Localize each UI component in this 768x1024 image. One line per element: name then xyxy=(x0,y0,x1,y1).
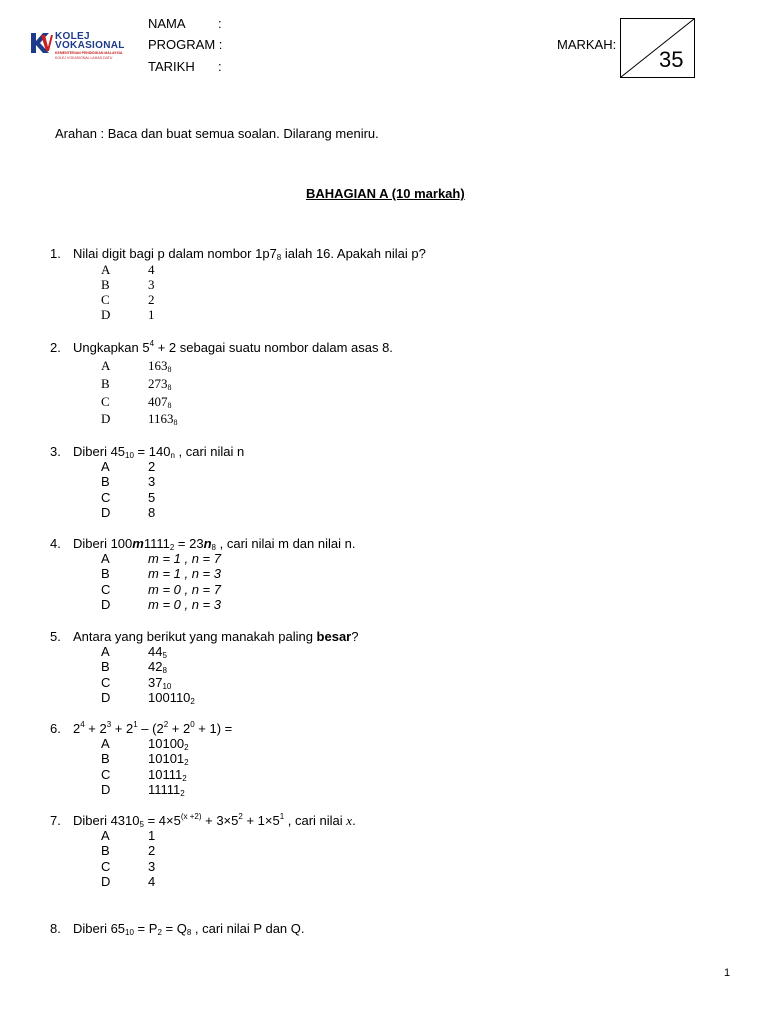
q6-option-value: $10101_2$ xyxy=(148,751,189,767)
logo-line-3: KEMENTERIAN PENDIDIKAN MALAYSIA xyxy=(55,51,123,55)
q4-option-value: m = 1 , n = 3 xyxy=(148,566,221,581)
q6-text: $2^4 + 2^3 + 2^1 - (2^2 + 2^0 + 1)$ = xyxy=(73,720,233,736)
q2-option-value: $407_8$ xyxy=(148,394,172,410)
q1-option-letter: D xyxy=(101,307,111,322)
q4-option-letter: C xyxy=(101,582,111,597)
q4-option-value: m = 1 , n = 7 xyxy=(148,551,221,566)
q4-option-letter: A xyxy=(101,551,110,566)
q5-option-value: $37_{10}$ xyxy=(148,675,172,691)
q3-option-value: 2 xyxy=(148,459,156,474)
q5-option-letter: A xyxy=(101,644,110,659)
q3-option-letter: D xyxy=(101,505,111,520)
q7-option-letter: B xyxy=(101,843,110,858)
instruction: Arahan : Baca dan buat semua soalan. Dilarang meniru. xyxy=(55,126,379,141)
markah-label: MARKAH: xyxy=(557,37,617,52)
q4-text: Diberi $100m1111_2 = 23n_8$ , cari nilai m dan nilai n. xyxy=(73,536,356,552)
q3-option-value: 3 xyxy=(148,474,156,489)
kv-logo-mark-icon xyxy=(31,33,53,53)
q7-option-value: 3 xyxy=(148,859,156,874)
q5-text: Antara yang berikut yang manakah paling besar? xyxy=(73,629,359,644)
q1-option-value: 2 xyxy=(148,292,155,307)
q4-option-letter: D xyxy=(101,597,111,612)
q7-option-letter: C xyxy=(101,859,111,874)
q4-option-value: m = 0 , n = 7 xyxy=(148,582,221,597)
q6-option-letter: C xyxy=(101,767,111,782)
q2-number: 2. xyxy=(50,340,61,355)
nama-label: NAMA xyxy=(148,16,186,31)
q6-option-letter: D xyxy=(101,782,111,797)
q6-option-value: $11111_2$ xyxy=(148,782,185,798)
q1-option-letter: A xyxy=(101,262,111,277)
q7-number: 7. xyxy=(50,813,61,828)
q2-option-value: $163_8$ xyxy=(148,358,172,374)
q4-number: 4. xyxy=(50,536,61,551)
q5-number: 5. xyxy=(50,629,61,644)
tarikh-label: TARIKH xyxy=(148,59,195,74)
q5-option-value: $44_5$ xyxy=(148,644,167,660)
q1-option-value: 1 xyxy=(148,307,155,322)
q7-option-letter: D xyxy=(101,874,111,889)
q1-text: Nilai digit bagi p dalam nombor $1p7_8$ ialah 16. Apakah nilai p? xyxy=(73,246,426,262)
logo-line-1: KOLEJ xyxy=(55,31,90,42)
q4-option-value: m = 0 , n = 3 xyxy=(148,597,221,612)
nama-colon: : xyxy=(218,16,222,31)
q1-number: 1. xyxy=(50,246,61,261)
markah-total: 35 xyxy=(659,47,684,72)
logo-line-2: VOKASIONAL xyxy=(55,40,125,51)
q2-option-letter: B xyxy=(101,376,110,391)
q2-text: Ungkapkan $5^4 + 2$ sebagai suatu nombor dalam asas 8. xyxy=(73,339,393,355)
q2-option-letter: C xyxy=(101,394,110,409)
kolej-vokasional-logo xyxy=(31,31,123,63)
q7-option-value: 2 xyxy=(148,843,156,858)
q2-option-letter: A xyxy=(101,358,111,373)
tarikh-colon: : xyxy=(218,59,222,74)
program-label: PROGRAM : xyxy=(148,37,223,52)
q1-option-letter: C xyxy=(101,292,110,307)
q3-option-value: 5 xyxy=(148,490,156,505)
q2-option-value: $273_8$ xyxy=(148,376,172,392)
q7-option-value: 1 xyxy=(148,828,156,843)
q5-option-value: $42_8$ xyxy=(148,659,167,675)
q8-text: Diberi $65_{10} = P_2 = Q_8$ , cari nilai P dan Q. xyxy=(73,921,305,937)
q5-option-letter: B xyxy=(101,659,110,674)
q4-option-letter: B xyxy=(101,566,110,581)
q6-option-value: $10100_2$ xyxy=(148,736,189,752)
q3-number: 3. xyxy=(50,444,61,459)
logo-line-4: KOLEJ VOKASIONAL LAHAD DATU xyxy=(55,56,113,60)
q2-option-value: $1163_8$ xyxy=(148,411,178,427)
section-title: BAHAGIAN A (10 markah) xyxy=(306,186,465,201)
q5-option-value: $100110_2$ xyxy=(148,690,195,706)
q1-option-letter: B xyxy=(101,277,110,292)
q7-option-value: 4 xyxy=(148,874,156,889)
q5-option-letter: C xyxy=(101,675,111,690)
q1-option-value: 3 xyxy=(148,277,155,292)
q2-option-letter: D xyxy=(101,411,111,426)
markah-box xyxy=(620,18,695,78)
q8-number: 8. xyxy=(50,921,61,936)
q6-option-value: $10111_2$ xyxy=(148,767,187,783)
q6-option-letter: B xyxy=(101,751,110,766)
q7-text: Diberi $4310_5 = 4\times 5^{(x +2)} + 3\times 5^2 + 1\times 5^1$ , cari nilai x. xyxy=(73,812,356,829)
q3-option-value: 8 xyxy=(148,505,156,520)
page-number: 1 xyxy=(724,967,731,979)
q6-number: 6. xyxy=(50,721,61,736)
q6-option-letter: A xyxy=(101,736,110,751)
q3-option-letter: B xyxy=(101,474,110,489)
q3-option-letter: A xyxy=(101,459,110,474)
q7-option-letter: A xyxy=(101,828,110,843)
q3-option-letter: C xyxy=(101,490,111,505)
q5-option-letter: D xyxy=(101,690,111,705)
q1-option-value: 4 xyxy=(148,262,155,277)
q3-text: Diberi $45_{10} = 140_n$ , cari nilai n xyxy=(73,444,245,460)
